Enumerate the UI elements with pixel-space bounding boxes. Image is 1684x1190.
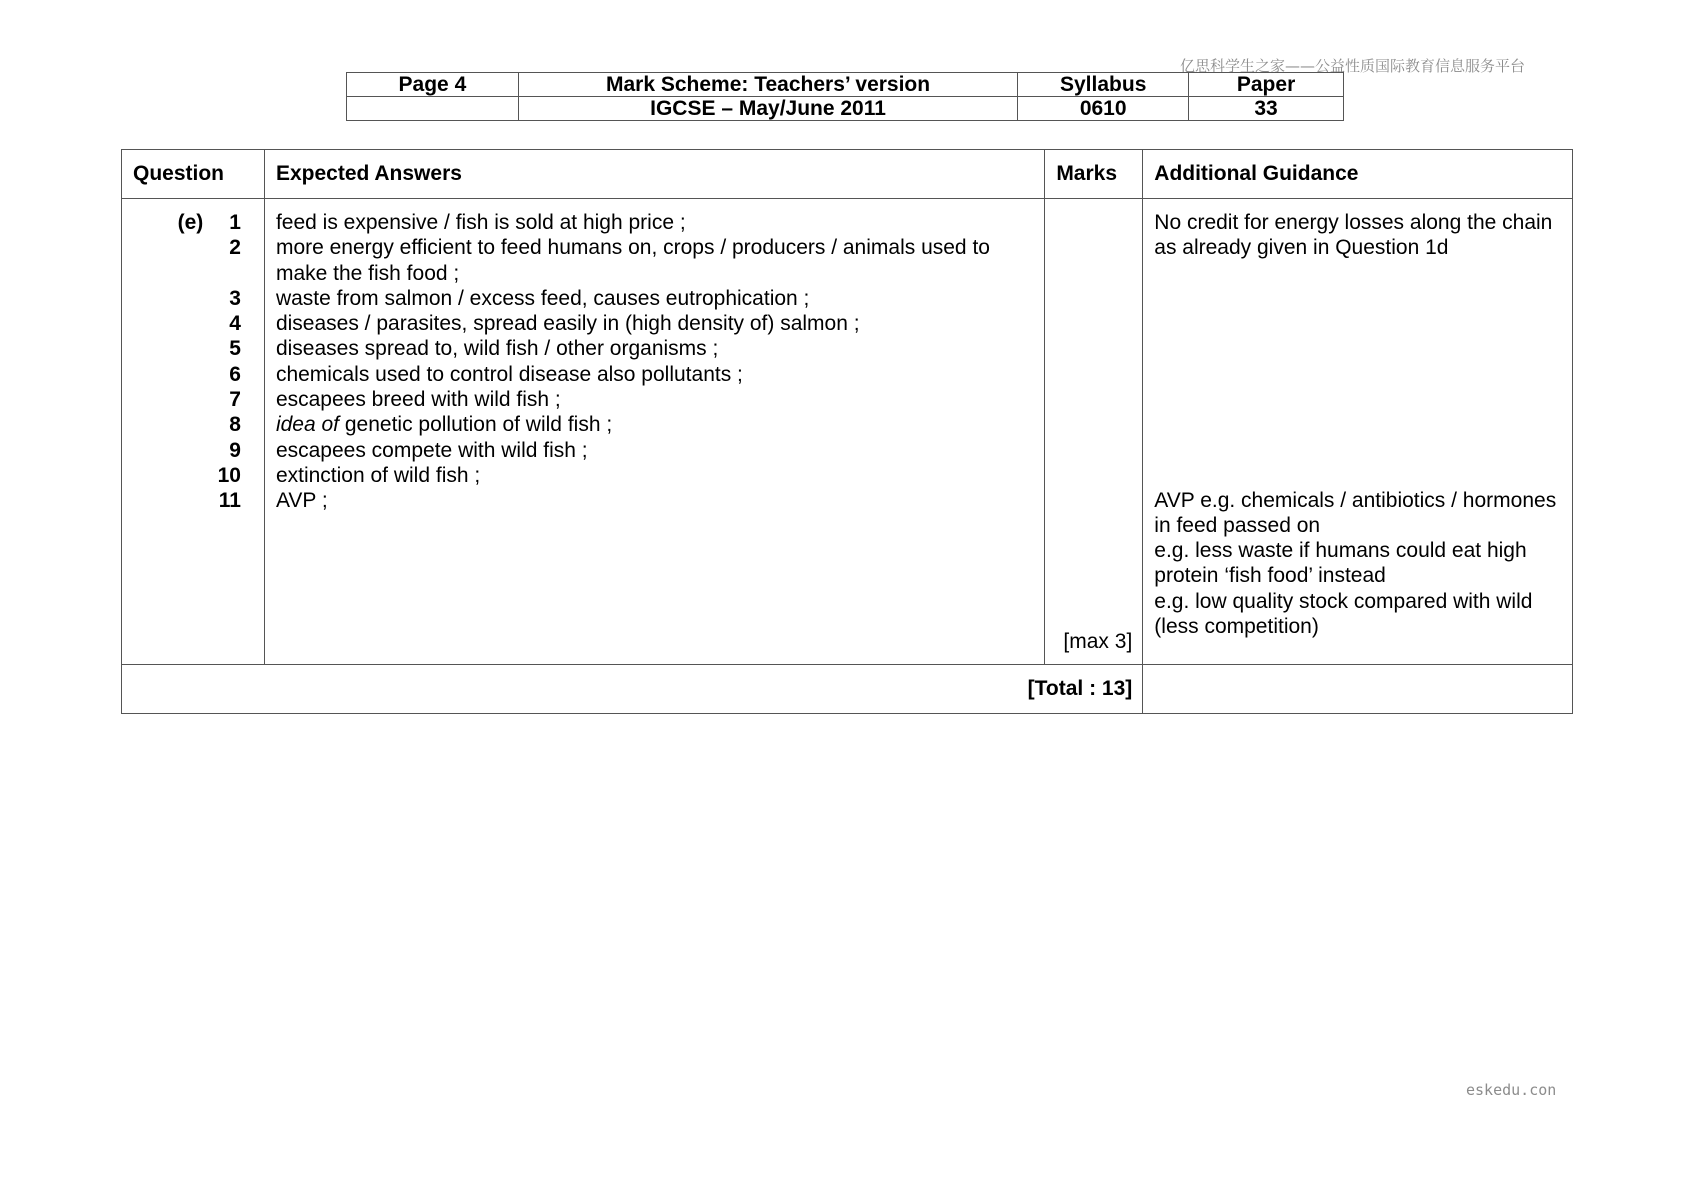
answer-text: chemicals used to control disease also pollutants ; [275,362,743,386]
answer-text: waste from salmon / excess feed, causes eutrophication ; [275,286,810,310]
guidance-avp-line: AVP e.g. chemicals / antibiotics / hormones in feed passed on [1154,488,1557,537]
marks-value: [max 3] [1063,629,1133,653]
column-header-expected: Expected Answers [264,150,1044,199]
answer-text: extinction of wild fish ; [275,463,481,487]
answer-number: 10 [217,463,241,487]
answer-number: 2 [229,236,241,260]
exam-session: IGCSE – May/June 2011 [518,97,1017,121]
answer-number: 9 [229,438,241,462]
question-number-row [122,412,264,437]
question-number-row [122,261,264,286]
answer-number: 3 [229,286,241,310]
paper-number: 33 [1189,97,1344,121]
answer-text: more energy efficient to feed humans on, crops / producers / animals used to make the fish food ; [275,236,990,285]
column-header-guidance: Additional Guidance [1143,150,1573,199]
page-number: Page 4 [347,73,519,97]
watermark-bottom: eskedu.con [1466,1081,1557,1099]
answer-text: feed is expensive / fish is sold at high price ; [275,211,686,234]
answer-line [276,412,1034,437]
question-number-row [122,336,264,361]
total-empty-cell [1143,665,1573,714]
answer-number: 6 [229,362,241,386]
answer-number: 8 [229,413,241,437]
answer-italic-prefix: idea of [275,413,340,437]
answer-text: escapees compete with wild fish ; [275,438,588,462]
answer-number: 11 [218,489,241,513]
answer-number: 7 [229,388,241,412]
document-title: Mark Scheme: Teachers’ version [518,73,1017,97]
empty-cell [347,97,519,121]
guidance-first: No credit for energy losses along the chain as already given in Question 1d [1154,211,1553,260]
total-marks: [Total : 13] [122,665,1143,714]
answer-text: diseases / parasites, spread easily in (high density of) salmon ; [275,312,860,336]
answer-number: 4 [229,312,241,336]
question-number-row [122,286,264,311]
question-numbers-cell [122,199,265,665]
question-number-row [122,387,264,412]
syllabus-code: 0610 [1018,97,1189,121]
watermark-top: 亿思科学生之家——公益性质国际教育信息服务平台 [1180,57,1526,75]
page-header-table [346,72,1344,121]
paper-label: Paper [1189,73,1344,97]
question-number-row [122,463,264,488]
question-number-row [122,488,264,513]
question-number-row [122,438,264,463]
guidance-avp-line: e.g. less waste if humans could eat high protein ‘fish food’ instead [1154,539,1527,588]
question-number-row [122,311,264,336]
question-number-row [122,362,264,387]
answer-number: 5 [229,337,241,361]
answer-text: diseases spread to, wild fish / other organisms ; [275,337,719,361]
guidance-spacer [1154,261,1560,488]
column-header-question: Question [122,150,265,199]
expected-answers-cell [264,199,1044,665]
question-number-row [122,210,264,235]
mark-scheme-table [121,149,1573,714]
question-number-row [122,235,264,260]
answer-text: escapees breed with wild fish ; [275,388,561,412]
guidance-avp-line: e.g. low quality stock compared with wild (less competition) [1154,589,1533,639]
answer-text: AVP ; [275,489,328,513]
answer-number: 1 [229,211,241,234]
column-header-marks: Marks [1045,150,1143,199]
question-part: (e) [177,211,204,234]
marks-cell [1045,199,1143,665]
guidance-cell [1143,199,1573,665]
answer-text: genetic pollution of wild fish ; [339,413,613,437]
syllabus-label: Syllabus [1018,73,1189,97]
